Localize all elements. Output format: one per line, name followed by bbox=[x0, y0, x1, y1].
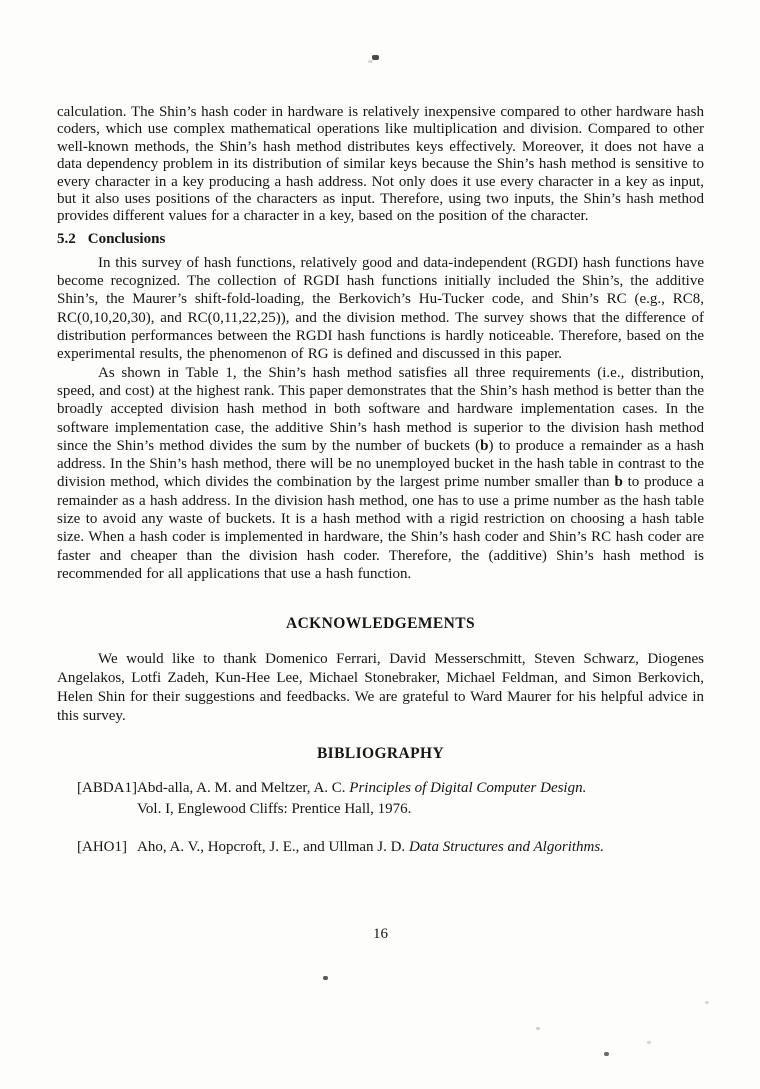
text-segment: Aho, A. V., Hopcroft, J. E., and Ullman J. D. bbox=[137, 839, 409, 856]
paragraph-comparison bbox=[57, 364, 704, 584]
citation-text bbox=[137, 778, 704, 820]
section-heading bbox=[57, 230, 704, 249]
bibliography-heading: BIBLIOGRAPHY bbox=[316, 745, 445, 763]
bibliography-entry bbox=[77, 778, 704, 820]
paragraph-survey: In this survey of hash functions, relatively good and data-independent (RGDI) hash functions have become recognized. The collection of RGDI hash functions initially included the Shin’s, the additive Shin’s, the Maurer’s shift-fold-loading, the Berkovich’s Hu-Tucker code, and Shin’s RC (e.g., RC8, RC(0,10,20,30), and RC(0,11,22,25)), and the division method. The survey shows that the difference of distribution performances between the RGDI hash functions is hardly noticeable. Therefore, based on the experimental results, the phenomenon of RG is defined and discussed in this paper. bbox=[57, 254, 704, 363]
scan-speck bbox=[604, 1052, 609, 1056]
page-body bbox=[57, 0, 704, 858]
scan-speck bbox=[368, 60, 373, 63]
text-segment: Abd-alla, A. M. and Meltzer, A. C. bbox=[137, 780, 350, 797]
page-number: 16 bbox=[373, 926, 388, 942]
paragraph-continuation: calculation. The Shin’s hash coder in hardware is relatively inexpensive compared to other hardware hash coders, which use complex mathematical operations like multiplication and division. Compared to other well-known methods, the Shin’s hash method distributes keys effectively. Moreover, it does not have a data dependency problem in its distribution of similar keys because the Shin’s hash method is sensitive to every character in a key producing a hash address. Not only does it use every character in a key as input, but it also uses positions of the characters as input. Therefore, using two inputs, the Shin’s hash method provides different values for a character in a key, based on the position of the character. bbox=[57, 104, 704, 225]
citation-tag: [ABDA1] bbox=[77, 780, 137, 797]
text-segment: As shown in Table 1, the Shin’s hash method satisfies all three requirements (i.e., distribution, speed, and cost) at the highest rank. This paper demonstrates that the Shin’s hash method is better than the broadly accepted division hash method in both software and hardware implementation cases. In the software implementation case, the additive Shin’s hash method is superior to the division hash method since the Shin’s method divides the sum by the number of buckets ( bbox=[57, 364, 704, 454]
acknowledgements-heading: ACKNOWLEDGEMENTS bbox=[286, 615, 475, 633]
book-title: Data Structures and Algorithms. bbox=[408, 839, 604, 856]
text-segment: to produce a remainder as a hash address. In the division hash method, one has to use a prime number as the hash table size to avoid any waste of buckets. It is a hash method with a rigid restriction on choosing a hash table size. When a hash coder is implemented in hardware, the Shin’s hash coder and Shin’s RC hash coder are faster and cheaper than the division hash coder. Therefore, the (additive) Shin’s hash method is recommended for all applications that use a hash function. bbox=[57, 474, 705, 582]
text-segment: b bbox=[480, 437, 489, 454]
text-segment: b bbox=[614, 474, 623, 491]
bibliography-entry bbox=[77, 837, 704, 858]
text-segment: Vol. I, Englewood Cliffs: Prentice Hall, 1976. bbox=[137, 801, 412, 818]
scan-speck bbox=[372, 55, 379, 60]
acknowledgements-paragraph: We would like to thank Domenico Ferrari, David Messerschmitt, Steven Schwarz, Diogenes Angelakos, Lotfi Zadeh, Kun-Hee Lee, Michael Stonebraker, Michael Feldman, and Simon Berkovich, Helen Shin for their suggestions and feedbacks. We are grateful to Ward Maurer for his helpful advice in this survey. bbox=[57, 651, 704, 725]
scan-speck bbox=[647, 1041, 651, 1044]
text-segment: ) to produce a remainder as a hash address. In the Shin’s hash method, there will be no unemployed bucket in the hash table in contrast to the division method, which divides the combination by the largest prime number smaller than bbox=[57, 437, 704, 491]
section-number: 5.2 bbox=[57, 230, 76, 247]
scan-speck bbox=[536, 1027, 540, 1030]
section-title: Conclusions bbox=[87, 230, 166, 247]
book-title: Principles of Digital Computer Design. bbox=[349, 780, 587, 797]
scan-speck bbox=[705, 1001, 709, 1004]
citation-tag: [AHO1] bbox=[77, 839, 127, 856]
scan-speck bbox=[323, 976, 328, 980]
citation-text bbox=[137, 837, 704, 858]
